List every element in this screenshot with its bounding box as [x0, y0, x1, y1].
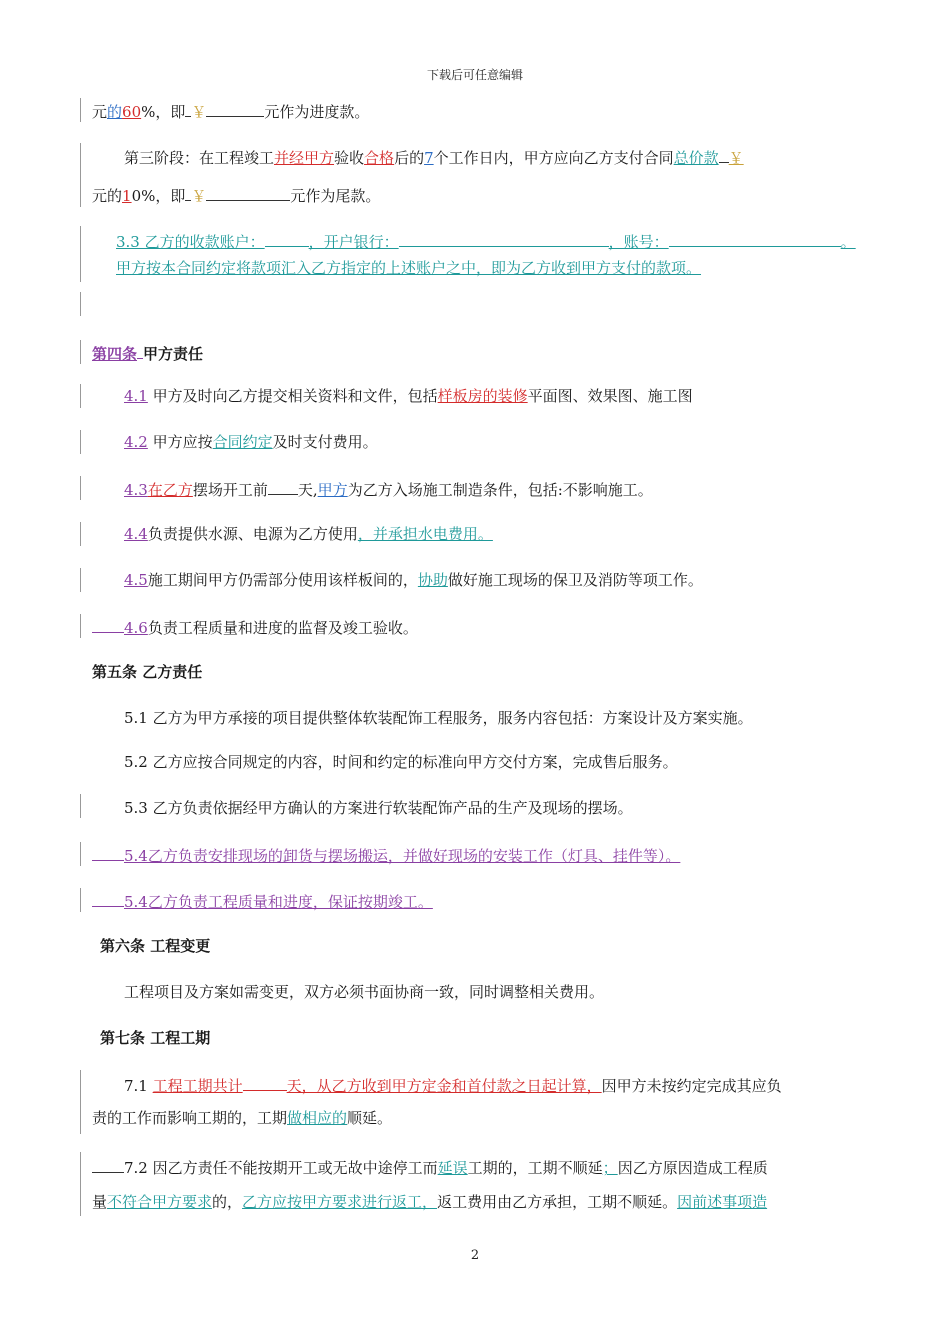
page-header: 下载后可任意编辑 [426, 68, 523, 82]
text: 元作为尾款。 [290, 187, 381, 205]
revision-text: 因前述事项造 [677, 1193, 768, 1211]
text: 返工费用由乙方承担，工期不顺延。 [437, 1193, 678, 1211]
revision-text: ； [602, 1159, 618, 1177]
text: 7.2 因乙方责任不能按期开工或无故中途停工而 [124, 1159, 438, 1177]
revision-text: ，并承担水电费用。 [357, 525, 493, 543]
text: 因甲方未按约定完成其应负 [601, 1077, 782, 1095]
revision-text: 延误 [437, 1159, 468, 1177]
currency-symbol: ￥ [191, 187, 207, 205]
item-5-2: 5.2 乙方应按合同规定的内容，时间和约定的标准向甲方交付方案，完成售后服务。 [124, 753, 678, 771]
item-7-1-line1 [124, 1074, 894, 1096]
revision-text: 在乙方 [147, 481, 193, 499]
text: 工期的，工期不顺延 [467, 1159, 603, 1177]
item-4-5 [124, 570, 894, 590]
revision-text: 工程工期共计 [152, 1077, 243, 1095]
indent-line [92, 844, 124, 861]
bank-blank [399, 230, 609, 247]
item-4-3 [124, 478, 894, 500]
revision-bar [80, 1152, 81, 1216]
account-number-blank [669, 230, 841, 247]
revision-text: ，账号： [608, 233, 669, 251]
text: 量 [92, 1193, 108, 1211]
revision-text: 样板房的装修 [437, 387, 528, 405]
revision-text: 4.3 [124, 481, 148, 499]
item-7-2-line1 [92, 1156, 862, 1178]
text: 顺延。 [347, 1109, 393, 1127]
revision-bar [80, 430, 81, 454]
text: 0%，即 [131, 187, 186, 205]
revision-text: 天，从乙方收到甲方定金和首付款之日起计算， [286, 1077, 602, 1095]
revision-text: 5.4乙方负责安排现场的卸货与摆场搬运，并做好现场的安装工作（灯具、挂件等）。 [124, 847, 681, 865]
page-number: 2 [470, 1248, 480, 1263]
text: 天, [297, 481, 318, 499]
text: 因乙方原因造成工程质 [617, 1159, 768, 1177]
account-name-blank [265, 230, 309, 247]
revision-text: 甲方 [317, 481, 348, 499]
revision-bar [80, 614, 81, 638]
article-7-heading: 第七条 工程工期 [100, 1029, 211, 1047]
revision-text: 4.6 [124, 619, 148, 637]
revision-bar [80, 1070, 81, 1134]
text: %，即 [141, 103, 186, 121]
days-blank [243, 1074, 287, 1091]
text: 的， [212, 1193, 243, 1211]
text: 责的工作而影响工期的，工期 [92, 1109, 288, 1127]
heading-title: 甲方责任 [143, 345, 204, 363]
text: 7.1 [124, 1077, 153, 1095]
revision-bar [80, 842, 81, 866]
text: 施工期间甲方仍需部分使用该样板间的， [147, 571, 418, 589]
item-4-6 [92, 616, 862, 638]
stage3-line1 [124, 146, 894, 168]
text: 元的 [92, 187, 123, 205]
revision-text: ，开户银行： [308, 233, 399, 251]
revision-text: 5.4乙方负责工程质量和进度，保证按期竣工。 [124, 893, 433, 911]
text: 个工作日内，甲方应向乙方支付合同 [433, 149, 674, 167]
revision-bar [80, 568, 81, 592]
currency-symbol: ￥ [728, 149, 744, 167]
revision-text: 4.1 [124, 387, 148, 405]
text: 元作为进度款。 [264, 103, 370, 121]
clause-3-3-line1 [116, 230, 886, 252]
revision-text: 1 [122, 187, 132, 205]
text: 甲方应按 [147, 433, 213, 451]
revision-bar [80, 143, 81, 207]
revision-text: 7 [424, 149, 434, 167]
revision-text: 3.3 乙方的收款账户： [116, 233, 265, 251]
revision-text: 总价款 [673, 149, 719, 167]
amount-blank [206, 184, 290, 201]
revision-bar [80, 292, 81, 316]
text: 为乙方入场施工制造条件，包括:不影响施工。 [347, 481, 653, 499]
item-5-4b [92, 890, 862, 912]
item-4-1 [124, 386, 894, 406]
revision-text: 合格 [364, 149, 395, 167]
article-6-heading: 第六条 工程变更 [100, 937, 211, 955]
text: 摆场开工前 [192, 481, 268, 499]
revision-bar [80, 98, 81, 122]
item-4-2 [124, 432, 894, 452]
item-7-2-line2 [92, 1192, 862, 1212]
revision-text: 4.5 [124, 571, 148, 589]
revision-text: 并经甲方 [274, 149, 335, 167]
text: 后的 [394, 149, 425, 167]
text: 元 [92, 103, 108, 121]
revision-text: 。 [840, 233, 856, 251]
stage3-line2 [92, 184, 862, 206]
revision-bar [80, 794, 81, 818]
text: 做好施工现场的保卫及消防等项工作。 [447, 571, 703, 589]
revision-text: 60 [122, 103, 142, 121]
revision-text: 甲方按本合同约定将款项汇入乙方指定的上述账户之中，即为乙方收到甲方支付的款项。 [116, 259, 702, 277]
revision-text: 乙方应按甲方要求进行返工， [242, 1193, 438, 1211]
currency-symbol: ￥ [191, 103, 207, 121]
clause-3-3-line2 [116, 258, 886, 278]
revision-text: 的 [107, 103, 123, 121]
revision-text: 第四条 [92, 345, 138, 363]
revision-bar [80, 522, 81, 546]
item-5-4a [92, 844, 862, 866]
text: 甲方及时向乙方提交相关资料和文件，包括 [147, 387, 438, 405]
item-5-1: 5.1 乙方为甲方承接的项目提供整体软装配饰工程服务，服务内容包括：方案设计及方案实施。 [124, 709, 753, 727]
revision-text: 4.4 [124, 525, 148, 543]
revision-text: 4.2 [124, 433, 148, 451]
revision-text: 协助 [417, 571, 448, 589]
revision-text: 不符合甲方要求 [107, 1193, 213, 1211]
revision-bar [80, 888, 81, 912]
article-4-heading [92, 342, 862, 364]
days-blank [268, 478, 298, 495]
revision-bar [80, 384, 81, 408]
indent-line [92, 616, 124, 633]
amount-blank [206, 100, 264, 117]
text: 平面图、效果图、施工图 [527, 387, 693, 405]
revision-text: 合同约定 [212, 433, 273, 451]
text: 第三阶段：在工程竣工 [124, 149, 275, 167]
text: 负责提供水源、电源为乙方使用 [147, 525, 358, 543]
revision-bar [80, 226, 81, 282]
article-6-body: 工程项目及方案如需变更，双方必须书面协商一致，同时调整相关费用。 [124, 983, 605, 1001]
indent-line [92, 890, 124, 907]
item-4-4 [124, 524, 894, 544]
revision-text: 做相应的 [287, 1109, 348, 1127]
text: 验收 [334, 149, 365, 167]
article-5-heading: 第五条 乙方责任 [92, 663, 203, 681]
text: 及时支付费用。 [272, 433, 378, 451]
stage2-tail [92, 100, 862, 122]
revision-bar [80, 340, 81, 364]
indent-line [92, 1156, 124, 1173]
item-5-3: 5.3 乙方负责依据经甲方确认的方案进行软装配饰产品的生产及现场的摆场。 [124, 799, 633, 817]
revision-bar [80, 476, 81, 500]
blank-line [719, 146, 729, 163]
text: 负责工程质量和进度的监督及竣工验收。 [147, 619, 418, 637]
item-7-1-line2 [92, 1108, 862, 1128]
